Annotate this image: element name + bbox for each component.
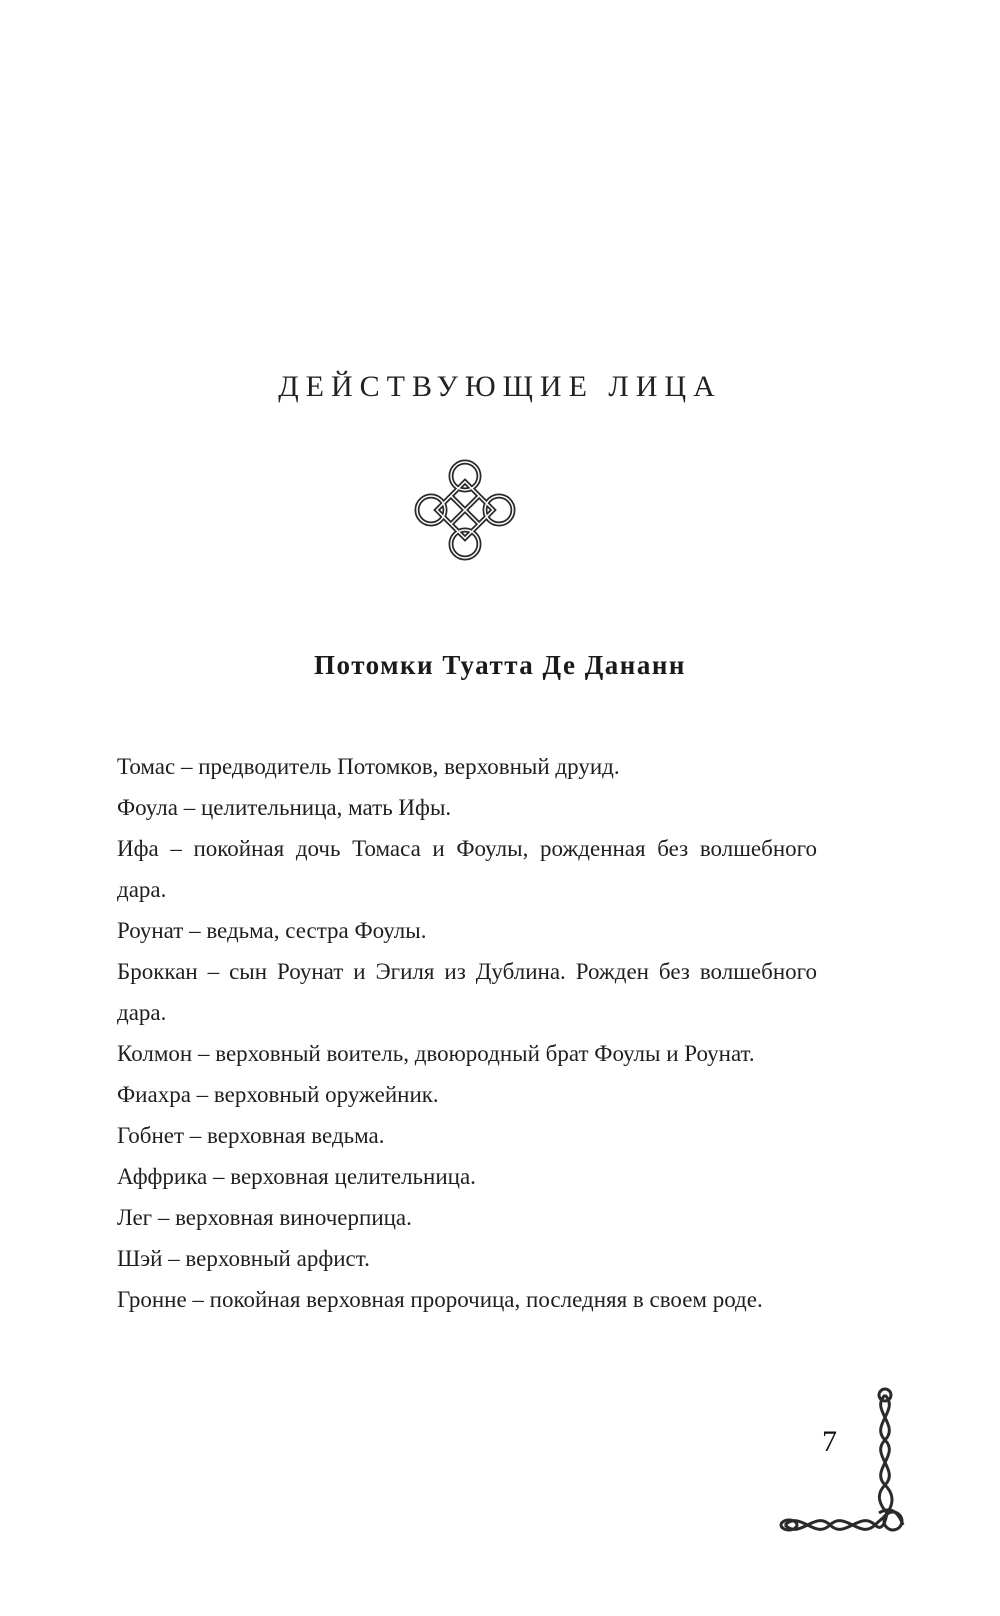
character-entry: Фоула – целительница, мать Ифы. bbox=[117, 795, 452, 820]
character-entry: Шэй – верховный арфист. bbox=[117, 1246, 370, 1271]
character-entry: Броккан – сын Роунат и Эгиля из Дублина. Рожден без волшебного дара. bbox=[117, 959, 817, 1025]
celtic-corner-ornament-icon bbox=[775, 1385, 915, 1535]
character-entry: Лег – верховная виночерпица. bbox=[117, 1205, 412, 1230]
chapter-title: ДЕЙСТВУЮЩИЕ ЛИЦА bbox=[278, 370, 722, 403]
character-entry: Томас – предводитель Потомков, верховный друид. bbox=[117, 754, 620, 779]
character-entry: Колмон – верховный воитель, двоюродный брат Фоулы и Роунат. bbox=[117, 1041, 755, 1066]
character-entry: Гобнет – верховная ведьма. bbox=[117, 1123, 385, 1148]
page-number: 7 bbox=[822, 1425, 837, 1458]
character-list bbox=[117, 746, 817, 1320]
character-entry: Гронне – покойная верховная пророчица, последняя в своем роде. bbox=[117, 1287, 763, 1312]
celtic-knot-icon bbox=[410, 455, 520, 565]
character-entry: Аффрика – верховная целительница. bbox=[117, 1164, 476, 1189]
section-heading: Потомки Туатта Де Дананн bbox=[314, 650, 686, 680]
character-entry: Ифа – покойная дочь Томаса и Фоулы, рожденная без волшебного дара. bbox=[117, 836, 817, 902]
character-entry: Фиахра – верховный оружейник. bbox=[117, 1082, 439, 1107]
character-entry: Роунат – ведьма, сестра Фоулы. bbox=[117, 918, 427, 943]
